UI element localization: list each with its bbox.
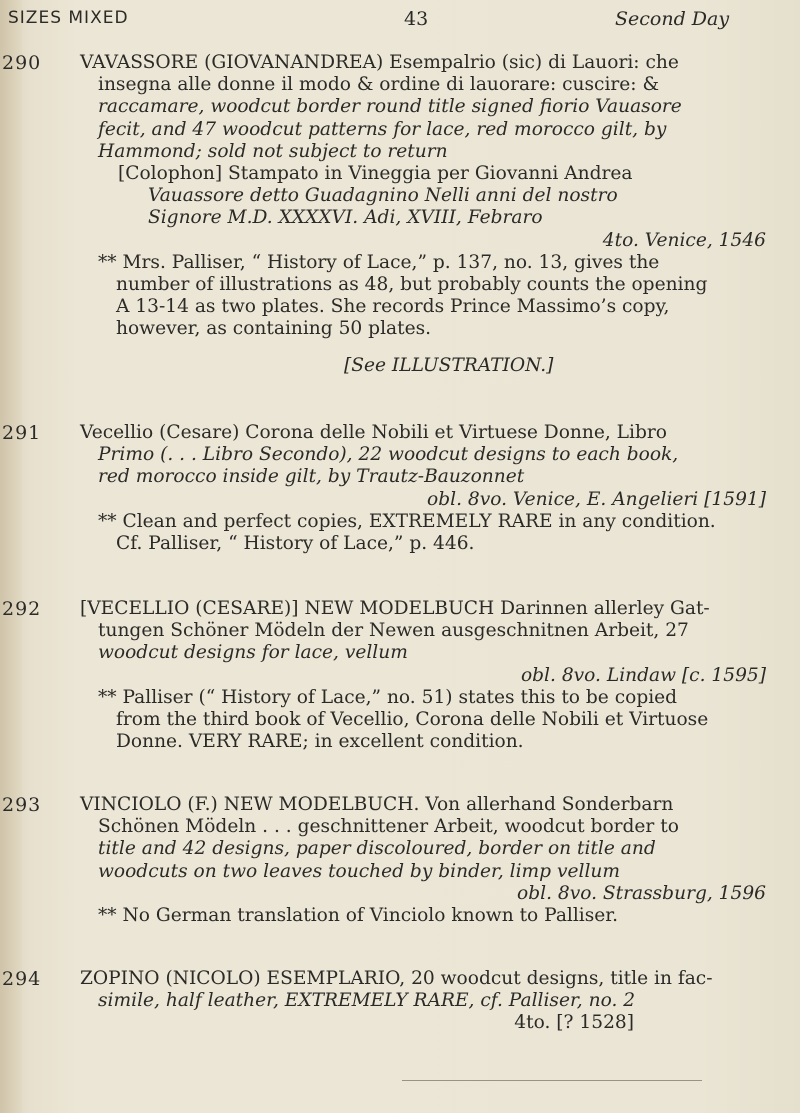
colophon-line: [Colophon] Stampato in Vineggia per Giovanni Andrea (118, 163, 633, 185)
desc-line: woodcut designs for lace, vellum (98, 642, 408, 664)
desc-line: VINCIOLO (F.) NEW MODELBUCH. Von allerhand Sonderbarn (80, 794, 674, 815)
lot-description (80, 52, 784, 377)
desc-line: Schönen Mödeln . . . geschnittener Arbeit, woodcut border to (98, 816, 679, 838)
desc-line: woodcuts on two leaves touched by binder, limp vellum (98, 860, 620, 882)
lot-description (80, 422, 784, 555)
desc-line: fecit, and 47 woodcut patterns for lace, red morocco gilt, by (98, 118, 667, 140)
lot-number: 291 (2, 422, 42, 444)
header-right: Second Day (615, 8, 730, 30)
note-line: Cf. Palliser, “ History of Lace,” p. 446. (116, 533, 475, 555)
desc-line: raccamare, woodcut border round title signed fiorio Vauasore (98, 96, 682, 118)
header-left: SIZES MIXED (8, 8, 129, 28)
colophon-line: Vauassore detto Guadagnino Nelli anni del nostro (148, 185, 618, 207)
note-line: A 13-14 as two plates. She records Prince Massimo’s copy, (116, 296, 670, 318)
note-line: however, as containing 50 plates. (116, 318, 432, 340)
lot-number: 294 (2, 968, 42, 990)
see-illustration: [See ILLUSTRATION.] (344, 354, 554, 376)
desc-line: insegna alle donne il modo & ordine di lauorare: cuscire: & (98, 74, 660, 96)
desc-line: [VECELLIO (CESARE)] NEW MODELBUCH Darinnen allerley Gat- (80, 598, 710, 619)
colophon-line: Signore M.D. XXXXVI. Adi, XVIII, Febraro (148, 207, 543, 229)
lot-number: 293 (2, 794, 42, 816)
note-line: ** Clean and perfect copies, EXTREMELY RARE in any condition. (98, 510, 716, 532)
note-line: ** Palliser (“ History of Lace,” no. 51) states this to be copied (98, 686, 678, 708)
note-line: from the third book of Vecellio, Corona delle Nobili et Virtuose (116, 709, 709, 731)
lot-description (80, 968, 784, 1035)
format-imprint: obl. 8vo. Venice, E. Angelieri [1591] (427, 488, 766, 510)
lot-description (80, 794, 784, 927)
note-line: ** Mrs. Palliser, “ History of Lace,” p. 137, no. 13, gives the (98, 251, 660, 273)
format-imprint: 4to. [? 1528] (514, 1012, 634, 1034)
desc-line: Primo (. . . Libro Secondo), 22 woodcut designs to each book, (98, 444, 679, 466)
desc-line: red morocco inside gilt, by Trautz-Bauzonnet (98, 466, 525, 488)
lot-number: 292 (2, 598, 42, 620)
desc-line: simile, half leather, EXTREMELY RARE, cf. Palliser, no. 2 (98, 990, 636, 1012)
desc-line: VAVASSORE (GIOVANANDREA) Esempalrio (sic) di Lauori: che (80, 52, 679, 73)
running-header (0, 6, 800, 34)
page-number: 43 (404, 8, 429, 30)
lot-description (80, 598, 784, 753)
lot-number: 290 (2, 52, 42, 74)
page-edge (0, 0, 22, 1113)
note-line: ** No German translation of Vinciolo known to Palliser. (98, 905, 619, 927)
desc-line: title and 42 designs, paper discoloured, border on title and (98, 838, 656, 860)
format-imprint: obl. 8vo. Lindaw [c. 1595] (520, 664, 766, 686)
format-imprint: obl. 8vo. Strassburg, 1596 (517, 882, 766, 904)
desc-line: Hammond; sold not subject to return (98, 140, 448, 162)
note-line: Donne. VERY RARE; in excellent condition. (116, 731, 524, 753)
format-imprint: 4to. Venice, 1546 (602, 229, 766, 251)
desc-line: tungen Schöner Mödeln der Newen ausgeschnitnen Arbeit, 27 (98, 620, 689, 642)
desc-line: Vecellio (Cesare) Corona delle Nobili et Virtuese Donne, Libro (80, 422, 667, 443)
desc-line: ZOPINO (NICOLO) ESEMPLARIO, 20 woodcut designs, title in fac- (80, 968, 713, 989)
note-line: number of illustrations as 48, but probably counts the opening (116, 274, 708, 296)
bottom-rule (402, 1080, 702, 1081)
